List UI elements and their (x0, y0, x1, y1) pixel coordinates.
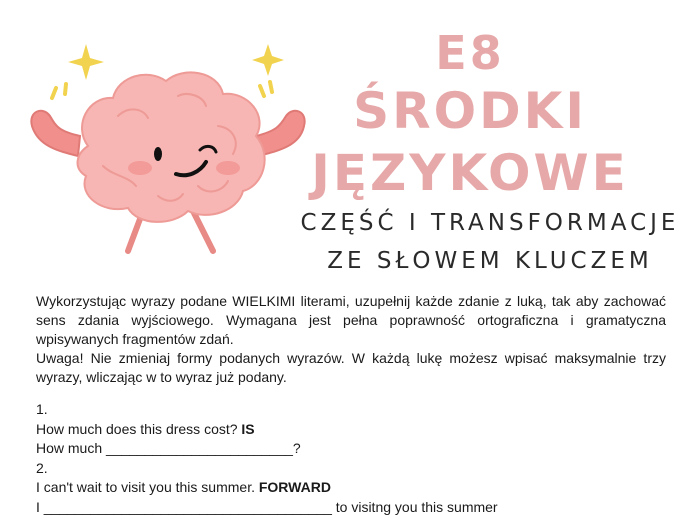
page-title-line1: ŚRODKI (353, 82, 587, 140)
page-title-line2: JĘZYKOWE (311, 144, 629, 202)
source-sentence-text: I can't wait to visit you this summer. (36, 479, 255, 495)
sparkle-icon (68, 44, 104, 80)
exercise-gap-sentence (36, 498, 666, 518)
gap-suffix: to visitng you this summer (331, 498, 498, 515)
subtitle-line1: CZĘŚĆ I TRANSFORMACJE (300, 210, 680, 236)
instructions-paragraph: Wykorzystując wyrazy podane WIELKIMI literami, uzupełnij każde zdanie z luką, tak aby zachować sens zdania wyjściowego. Wymagana jest pełna poprawność ortograficzna i gramatyczna wpisywanych fragmentów zdań. (36, 293, 666, 347)
instructions (36, 292, 666, 387)
subtitle-line2: ZE SŁOWEM KLUCZEM (327, 248, 653, 274)
exercise-source-sentence (36, 420, 666, 440)
sparkle-icon (252, 44, 284, 76)
page-title-code: E8 (435, 26, 505, 80)
answer-blank[interactable]: _____________________________________ (43, 498, 332, 515)
exercise-gap-sentence (36, 439, 666, 459)
keyword: FORWARD (258, 479, 331, 495)
brain-mascot-illustration (18, 36, 318, 266)
gap-suffix: ? (292, 440, 301, 456)
keyword: IS (241, 420, 255, 437)
instructions-warning: Uwaga! Nie zmieniaj formy podanych wyrazów. W każdą lukę możesz wpisać maksymalnie trzy wyrazy, wliczając w to wyraz już podany. (36, 350, 666, 385)
gap-prefix: How much (36, 440, 107, 456)
exercise-number: 1. (36, 401, 48, 417)
gap-prefix: I (36, 498, 44, 515)
brain-icon (78, 72, 265, 221)
source-sentence-text: How much does this dress cost? (36, 420, 238, 437)
exercise-number: 2. (36, 459, 48, 476)
answer-blank[interactable]: ________________________ (106, 440, 293, 456)
exercise-source-sentence (36, 478, 666, 498)
exercise-list (36, 400, 666, 517)
